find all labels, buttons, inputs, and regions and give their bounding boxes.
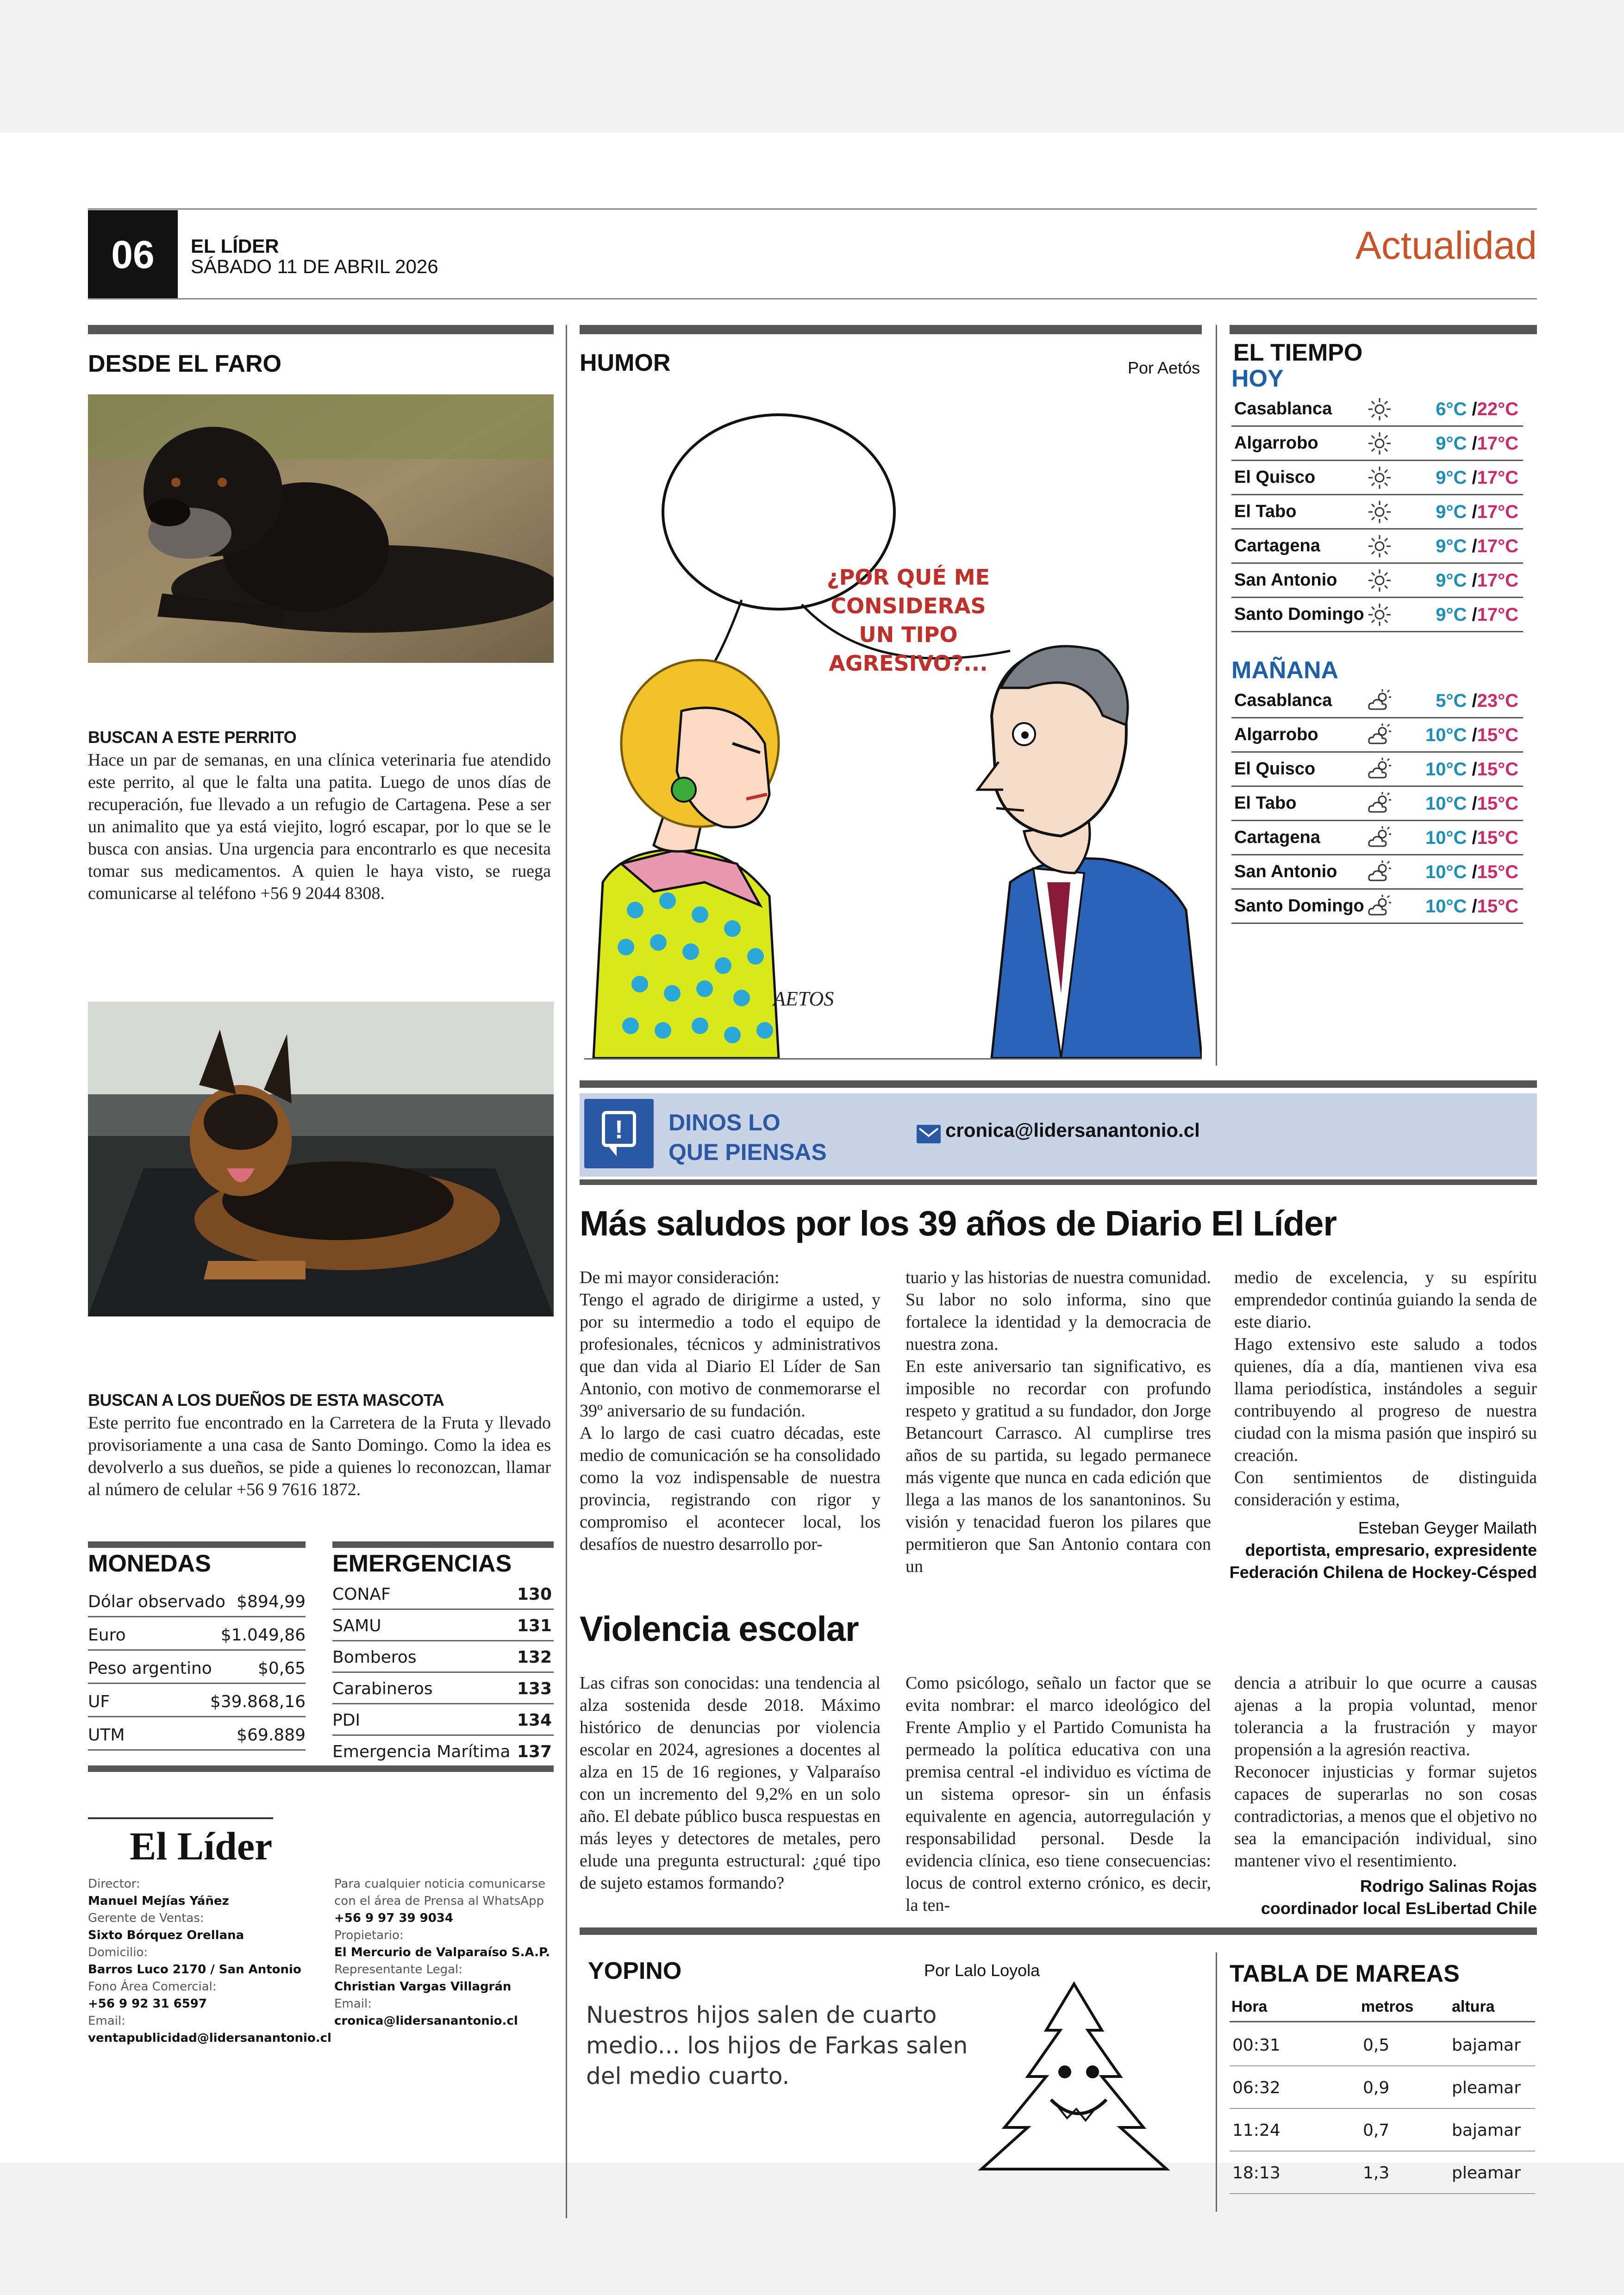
left-value: +56 9 92 31 6597: [88, 1997, 207, 2011]
moneda-row: [88, 1586, 306, 1617]
left-label: Domicilio:: [88, 1946, 148, 1959]
tide-hora: 18:13: [1232, 2164, 1280, 2183]
mareas-header-rule: [1230, 2021, 1535, 2022]
letter1-col2: tuario y las historias de nuestra comunidad. Su labor no solo informa, sino que fortalece la identidad y la democracia de nuestra zona. En este aniversario tan significativo, es imposible no recordar con profundo respeto y gratitud a su fundador, don Jorge Betancourt Carrasco. Al cumplirse tres años de su partida, su legado permanece más vigente que nunca en cada edición que llega a las manos de los sanantoninos. Su visión y tenacidad fueron los pilares que permitieron que San Antonio contara con un: [906, 1268, 1211, 1576]
partly-cloudy-icon: [1367, 688, 1393, 714]
emergencia-row: [332, 1641, 554, 1673]
weather-title: EL TIEMPO: [1233, 339, 1363, 366]
weather-temp: [1436, 691, 1518, 711]
emergencia-number: 134: [517, 1711, 552, 1730]
weather-row-algarrobo: [1231, 427, 1523, 461]
right-label: Para cualquier noticia comunicarse con el área de Prensa al WhatsApp: [334, 1877, 546, 1908]
weather-row-cartagena: [1231, 821, 1523, 855]
right-label: Email:: [334, 1997, 372, 2011]
humor-rule: [580, 325, 1202, 334]
weather-temp: [1425, 793, 1518, 814]
page-number: 06: [111, 233, 155, 276]
weather-city: El Quisco: [1234, 759, 1316, 779]
weather-row-casablanca: [1231, 684, 1523, 718]
tide-altura: pleamar: [1452, 2164, 1521, 2183]
tide-hora: 11:24: [1232, 2121, 1280, 2140]
tide-metros: 0,5: [1363, 2036, 1390, 2055]
weather-temp: [1436, 536, 1518, 557]
weather-temp: [1425, 862, 1518, 883]
letter2-col2: Como psicólogo, señalo un factor que se evita nombrar: el marco ideológico del Frente Amplio y el Partido Comunista ha permeado la política educativa con una premisa central -el individuo es víctima de un sistema opresor- sin un énfasis equivalente en agencia, autorregulación y responsabilidad personal. Desde la evidencia clínica, eso tiene consecuencias: locus de control externo crónico, es decir, la ten-: [906, 1673, 1211, 1915]
emergencia-name: Emergencia Marítima: [332, 1742, 511, 1761]
moneda-value: $0,65: [257, 1659, 306, 1678]
weather-row-santo-domingo: [1231, 890, 1523, 924]
header-top-rule: [88, 208, 1537, 210]
letter1-signature-role2: Federación Chilena de Hockey-Césped: [1229, 1563, 1537, 1582]
left-label: Email:: [88, 2014, 125, 2028]
weather-city: Casablanca: [1234, 691, 1332, 710]
temp-separator: /: [1467, 691, 1477, 711]
emergencia-row: [332, 1610, 554, 1641]
weather-city: Santo Domingo: [1234, 605, 1364, 624]
left-label: Fono Área Comercial:: [88, 1980, 217, 1994]
yopino-vertical-divider: [1216, 1952, 1217, 2212]
weather-temp: [1436, 570, 1518, 591]
temp-min: 9°C: [1436, 605, 1467, 625]
partly-cloudy-icon: [1367, 825, 1393, 851]
temp-separator: /: [1467, 896, 1477, 917]
temp-separator: /: [1467, 536, 1477, 556]
weather-row-el-quisco: [1231, 461, 1523, 495]
paper-name: EL LÍDER: [191, 235, 279, 257]
masthead-logo-rule: [88, 1817, 273, 1819]
humor-author: Por Aetós: [1128, 358, 1200, 377]
temp-min: 10°C: [1425, 896, 1467, 917]
weather-temp: [1425, 725, 1518, 746]
bottom-section-rule: [580, 1927, 1537, 1935]
humor-speech-text: ¿POR QUÉ ME CONSIDERAS UN TIPO AGRESIVO?...: [826, 565, 990, 676]
yopino-title: YOPINO: [588, 1958, 682, 1984]
faro-section-title: DESDE EL FARO: [88, 350, 282, 377]
emergencia-number: 130: [517, 1585, 552, 1604]
weather-city: Santo Domingo: [1234, 896, 1364, 916]
left-label: Director:: [88, 1877, 140, 1891]
right-value: Christian Vargas Villagrán: [334, 1980, 512, 1994]
weather-temp: [1425, 828, 1518, 848]
humor-title: HUMOR: [580, 349, 671, 376]
german-shepherd-photo: [88, 1002, 554, 1316]
tide-altura: bajamar: [1452, 2121, 1521, 2140]
sun-icon: [1367, 568, 1393, 593]
faro-item2-body: Este perrito fue encontrado en la Carretera de la Fruta y llevado provisoriamente a una casa de Santo Domingo. Como la idea es devolverlo a sus dueños, se pide a quienes lo reconozcan, llamar al número de celular +56 9 7616 1872.: [88, 1413, 551, 1499]
moneda-row: [88, 1719, 306, 1751]
banner-top-rule: [580, 1080, 1537, 1088]
sun-icon: [1367, 602, 1393, 628]
tide-metros: 1,3: [1363, 2164, 1390, 2183]
tide-row: [1230, 2024, 1535, 2066]
weather-temp: [1436, 605, 1518, 625]
emergencia-name: CONAF: [332, 1585, 391, 1604]
temp-max: 15°C: [1477, 793, 1518, 814]
temp-max: 22°C: [1477, 399, 1518, 419]
sun-icon: [1367, 430, 1393, 456]
header-bottom-rule: [88, 298, 1537, 299]
temp-min: 9°C: [1436, 536, 1467, 556]
weather-vertical-divider: [1216, 325, 1217, 1066]
tide-row: [1230, 2066, 1535, 2109]
banner-bottom-rule: [580, 1179, 1537, 1185]
weather-city: El Tabo: [1234, 793, 1297, 813]
page-number-box: [88, 210, 178, 299]
emergencia-row: [332, 1704, 554, 1736]
partly-cloudy-icon: [1367, 859, 1393, 885]
sun-icon: [1367, 396, 1393, 422]
temp-max: 17°C: [1477, 433, 1518, 454]
letter2-col1: Las cifras son conocidas: una tendencia al alza sostenida desde 2018. Máximo histórico de denuncias por violencia escolar en 2024, agresiones a docentes al alza en 15 de 16 regiones, y Valparaíso con un incremento del 9,2% en un solo año. El debate público busca respuestas en más leyes y detectores de metales, pero elude una pregunta estructural: ¿qué tipo de sujeto estamos formando?: [580, 1673, 881, 1893]
partly-cloudy-icon: [1367, 893, 1393, 919]
temp-min: 9°C: [1436, 433, 1467, 454]
weather-temp: [1425, 759, 1518, 780]
mail-icon: [917, 1125, 941, 1143]
emergencia-number: 131: [517, 1616, 552, 1635]
temp-separator: /: [1467, 468, 1477, 488]
moneda-value: $1.049,86: [220, 1626, 306, 1645]
emergencia-name: SAMU: [332, 1616, 381, 1635]
weather-city: San Antonio: [1234, 570, 1337, 590]
right-label: Propietario:: [334, 1928, 404, 1942]
weather-temp: [1436, 399, 1518, 420]
moneda-name: UTM: [88, 1726, 125, 1745]
temp-min: 9°C: [1436, 570, 1467, 591]
issue-date: SÁBADO 11 DE ABRIL 2026: [191, 256, 438, 277]
emergencia-number: 132: [517, 1648, 552, 1667]
temp-separator: /: [1467, 605, 1477, 625]
masthead-right-credits: [334, 1876, 552, 2030]
letter1-title: Más saludos por los 39 años de Diario El Líder: [580, 1204, 1337, 1243]
temp-max: 15°C: [1477, 862, 1518, 882]
moneda-row: [88, 1619, 306, 1651]
letter2-col3: dencia a atribuir lo que ocurre a causas ajenas a la propia voluntad, menor tolerancia a la frustración y mayor propensión a la agresión reactiva. Reconocer injusticias y formar sujetos capaces de superarlas no son cosas contradictorias, a menos que el objetivo no sea la emancipación individual, sino mantener vivo el resentimiento.: [1234, 1673, 1537, 1871]
emergencia-row: [332, 1578, 554, 1610]
temp-min: 10°C: [1425, 793, 1467, 814]
temp-max: 15°C: [1477, 759, 1518, 780]
masthead-logo: El Líder: [130, 1824, 273, 1868]
temp-separator: /: [1467, 399, 1477, 419]
feedback-banner: [580, 1093, 1537, 1177]
temp-min: 9°C: [1436, 502, 1467, 522]
moneda-name: Peso argentino: [88, 1659, 212, 1678]
temp-max: 15°C: [1477, 896, 1518, 917]
tide-hora: 06:32: [1232, 2078, 1280, 2097]
temp-separator: /: [1467, 793, 1477, 814]
right-value: cronica@lidersanantonio.cl: [334, 2014, 518, 2028]
alert-icon: !: [584, 1099, 654, 1168]
left-value: Sixto Bórquez Orellana: [88, 1928, 244, 1942]
weather-temp: [1436, 433, 1518, 454]
emergencia-name: Bomberos: [332, 1648, 417, 1667]
partly-cloudy-icon: [1367, 756, 1393, 782]
weather-city: Casablanca: [1234, 399, 1332, 418]
left-label: Gerente de Ventas:: [88, 1911, 204, 1925]
weather-row-el-tabo: [1231, 495, 1523, 530]
tide-row: [1230, 2109, 1535, 2152]
moneda-value: $69.889: [237, 1726, 306, 1745]
banner-email[interactable]: cronica@lidersanantonio.cl: [945, 1119, 1200, 1141]
tide-metros: 0,7: [1363, 2121, 1390, 2140]
letter1-col1: De mi mayor consideración: Tengo el agrado de dirigirme a usted, y por su intermedio a todo el equipo de profesionales, técnicos y administrativos que dan vida al Diario El Líder de San Antonio, con motivo de conmemorarse el 39º aniversario de su fundación. A lo largo de casi cuatro décadas, este medio de comunicación se ha consolidado como la voz indispensable de nuestra provincia, registrando con rigor y compromiso el acontecer local, los desafíos de nuestro desarrollo por-: [580, 1268, 881, 1554]
right-value: +56 9 97 39 9034: [334, 1911, 453, 1925]
faro-item2-title: BUSCAN A LOS DUEÑOS DE ESTA MASCOTA: [88, 1391, 444, 1409]
emergencia-number: 133: [517, 1679, 552, 1698]
weather-row-el-quisco: [1231, 753, 1523, 787]
sun-icon: [1367, 499, 1393, 525]
letter1-signature-name: Esteban Geyger Mailath: [1358, 1518, 1537, 1537]
weather-city: Cartagena: [1234, 828, 1320, 847]
sun-icon: [1367, 465, 1393, 491]
weather-city: El Tabo: [1234, 502, 1297, 521]
emergencia-row: [332, 1673, 554, 1704]
partly-cloudy-icon: [1367, 722, 1393, 748]
weather-rule: [1230, 325, 1537, 334]
temp-max: 17°C: [1477, 536, 1518, 556]
humor-speech-bubble: [816, 563, 1001, 678]
emergencia-row: [332, 1736, 554, 1767]
weather-row-el-tabo: [1231, 787, 1523, 821]
masthead-left-credits: [88, 1876, 331, 2047]
emergencias-title: EMERGENCIAS: [332, 1550, 512, 1577]
mareas-col-metros: metros: [1361, 1998, 1414, 2015]
weather-temp: [1436, 468, 1518, 488]
sun-icon: [1367, 533, 1393, 559]
temp-min: 5°C: [1436, 691, 1467, 711]
left-vertical-divider: [566, 325, 567, 2218]
emergencia-name: Carabineros: [332, 1679, 433, 1698]
weather-temp: [1425, 896, 1518, 917]
temp-separator: /: [1467, 759, 1477, 780]
temp-max: 17°C: [1477, 502, 1518, 522]
temp-max: 17°C: [1477, 570, 1518, 591]
temp-max: 15°C: [1477, 828, 1518, 848]
emergencia-name: PDI: [332, 1711, 361, 1730]
faro-rule: [88, 325, 554, 334]
moneda-value: $894,99: [237, 1592, 306, 1611]
humor-cartoon: [584, 392, 1202, 1058]
weather-row-casablanca: [1231, 393, 1523, 427]
letter2-signature-role: coordinador local EsLibertad Chile: [1261, 1899, 1537, 1918]
emergencia-number: 137: [517, 1742, 552, 1761]
temp-separator: /: [1467, 502, 1477, 522]
weather-row-cartagena: [1231, 530, 1523, 564]
section-title: Actualidad: [1355, 224, 1537, 267]
partly-cloudy-icon: [1367, 791, 1393, 817]
yopino-author: Por Lalo Loyola: [924, 1961, 1040, 1980]
tide-altura: pleamar: [1452, 2078, 1521, 2097]
moneda-name: Euro: [88, 1626, 126, 1645]
temp-separator: /: [1467, 433, 1477, 454]
banner-line2: QUE PIENSAS: [668, 1139, 827, 1165]
weather-tomorrow-label: MAÑANA: [1231, 657, 1339, 684]
tide-metros: 0,9: [1363, 2078, 1390, 2097]
moneda-value: $39.868,16: [210, 1692, 306, 1711]
moneda-row: [88, 1653, 306, 1684]
moneda-row: [88, 1686, 306, 1717]
left-bottom-rule: [88, 1765, 554, 1772]
temp-separator: /: [1467, 570, 1477, 591]
weather-city: Cartagena: [1234, 536, 1320, 555]
temp-min: 6°C: [1436, 399, 1467, 419]
letter2-signature-name: Rodrigo Salinas Rojas: [1360, 1877, 1537, 1896]
weather-row-santo-domingo: [1231, 598, 1523, 632]
temp-max: 23°C: [1477, 691, 1518, 711]
banner-line1: DINOS LO: [668, 1110, 781, 1135]
tide-altura: bajamar: [1452, 2036, 1521, 2055]
tide-row: [1230, 2152, 1535, 2194]
temp-max: 15°C: [1477, 725, 1518, 745]
weather-row-san-antonio: [1231, 855, 1523, 890]
temp-max: 17°C: [1477, 468, 1518, 488]
right-label: Representante Legal:: [334, 1963, 463, 1977]
weather-city: Algarrobo: [1234, 725, 1318, 744]
faro-item1-body: Hace un par de semanas, en una clínica veterinaria fue atendido este perrito, al que le falta una patita. Luego de unos días de recuperación, fue llevado a un refugio de Cartagena. Pese a ser un animalito que ya está viejito, logró escapar, por lo que se le busca con ansias. Una urgencia para encontrarlo es que necesita tomar sus medicamentos. A quien le haya visto, se ruega comunicarse al teléfono +56 9 2044 8308.: [88, 750, 551, 903]
left-value: ventapublicidad@lidersanantonio.cl: [88, 2031, 331, 2045]
letter1-col3: medio de excelencia, y su espíritu emprendedor continúa guiando la senda de este diario. Hago extensivo este saludo a todos quienes, día a día, mantienen viva esa llama periodística, instándoles a seguir contribuyendo al progreso de nuestra ciudad con la misma pasión que inspiró su creación. Con sentimientos de distinguida consideración y estima,: [1234, 1268, 1537, 1509]
temp-min: 10°C: [1425, 862, 1467, 882]
weather-city: El Quisco: [1234, 468, 1316, 487]
weather-row-san-antonio: [1231, 564, 1523, 598]
black-dog-photo: [88, 394, 554, 663]
letter1-signature-role1: deportista, empresario, expresidente: [1245, 1540, 1537, 1559]
newspaper-page: [0, 132, 1624, 2183]
yopino-tree-cartoon: [972, 1979, 1176, 2178]
weather-row-algarrobo: [1231, 718, 1523, 753]
temp-min: 9°C: [1436, 468, 1467, 488]
moneda-name: Dólar observado: [88, 1592, 225, 1611]
faro-item1-title: BUSCAN A ESTE PERRITO: [88, 728, 297, 747]
monedas-title: MONEDAS: [88, 1550, 211, 1577]
humor-signature: AETOS: [773, 987, 834, 1010]
weather-today-label: HOY: [1231, 365, 1284, 392]
left-value: Barros Luco 2170 / San Antonio: [88, 1963, 301, 1977]
mareas-title: TABLA DE MAREAS: [1230, 1960, 1460, 1987]
tide-hora: 00:31: [1232, 2036, 1280, 2055]
mareas-col-hora: Hora: [1231, 1998, 1268, 2015]
temp-min: 10°C: [1425, 725, 1467, 745]
moneda-name: UF: [88, 1692, 110, 1711]
right-value: El Mercurio de Valparaíso S.A.P.: [334, 1946, 550, 1959]
humor-cartoon-border: [584, 1058, 1202, 1060]
temp-max: 17°C: [1477, 605, 1518, 625]
temp-separator: /: [1467, 862, 1477, 882]
weather-temp: [1436, 502, 1518, 523]
letter2-title: Violencia escolar: [580, 1609, 859, 1649]
temp-min: 10°C: [1425, 759, 1467, 780]
temp-separator: /: [1467, 828, 1477, 848]
temp-min: 10°C: [1425, 828, 1467, 848]
temp-separator: /: [1467, 725, 1477, 745]
emergencias-rule: [332, 1541, 554, 1548]
weather-city: Algarrobo: [1234, 433, 1318, 453]
monedas-rule: [88, 1541, 306, 1548]
weather-city: San Antonio: [1234, 862, 1337, 881]
mareas-col-altura: altura: [1452, 1998, 1495, 2015]
left-value: Manuel Mejías Yáñez: [88, 1894, 229, 1908]
yopino-text: Nuestros hijos salen de cuarto medio... los hijos de Farkas salen del medio cuarto.: [586, 2002, 968, 2089]
